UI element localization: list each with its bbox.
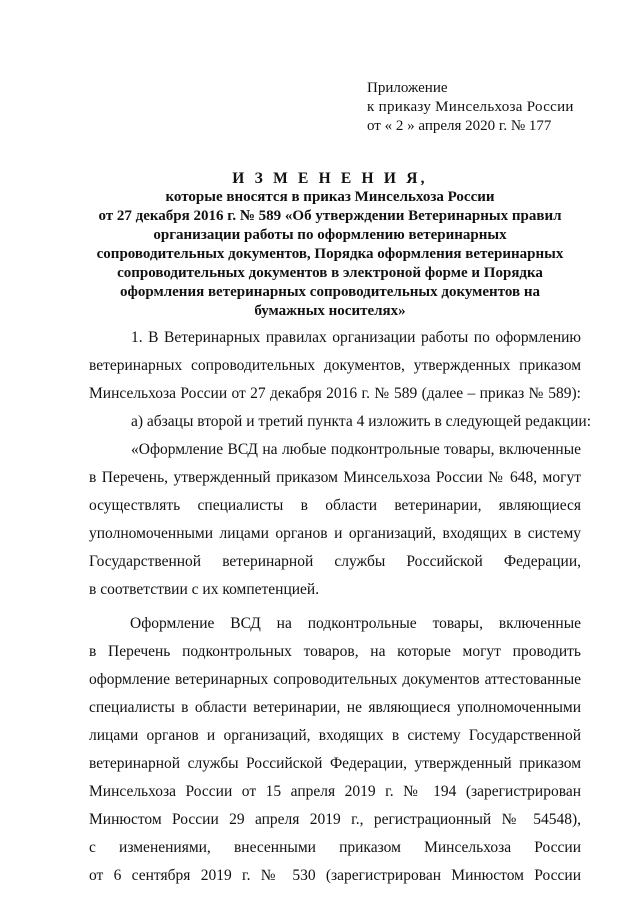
body-line: в Перечень, утвержденный приказом Минсельхоза России № 648, могут — [89, 469, 581, 486]
heading-line: которые вносятся в приказ Минсельхоза России — [165, 189, 495, 205]
body-line: Оформление ВСД на подконтрольные товары, включенные — [130, 615, 581, 632]
body-line: Минюстом России 29 апреля 2019 г., регистрационный № 54548), — [89, 811, 581, 828]
heading-line: сопроводительных документов, Порядка оформления ветеринарных — [96, 246, 564, 262]
body-line: лицами органов и организаций, входящих в систему Государственной — [89, 727, 581, 744]
body-line: Государственной ветеринарной службы Российской Федерации, — [89, 553, 581, 570]
approval-appendix-label: Приложение — [367, 80, 448, 96]
body-line: в соответствии с их компетенцией. — [89, 581, 320, 598]
body-line: специалисты в области ветеринарии, не являющиеся уполномоченными — [89, 699, 581, 716]
body-line: Минсельхоза России от 27 декабря 2016 г. № 589 (далее – приказ № 589): — [89, 385, 581, 402]
body-line: в Перечень подконтрольных товаров, на которые могут проводить — [89, 643, 581, 660]
body-line: от 6 сентября 2019 г. № 530 (зарегистрирован Минюстом России — [89, 867, 581, 884]
body-line: с изменениями, внесенными приказом Минсельхоза России — [89, 839, 581, 856]
body-line: а) абзацы второй и третий пункта 4 изложить в следующей редакции: — [131, 413, 592, 430]
heading-line: сопроводительных документов в электроной форме и Порядка — [117, 265, 543, 281]
body-line: Минсельхоза России от 15 апреля 2019 г. № 194 (зарегистрирован — [89, 783, 581, 800]
heading-line: оформления ветеринарных сопроводительных документов на — [120, 284, 540, 300]
heading-line: бумажных носителях» — [254, 303, 406, 319]
document-heading — [80, 169, 580, 321]
approval-order-reference: к приказу Минсельхоза России — [367, 99, 574, 115]
body-line: уполномоченными лицами органов и организаций, входящих в систему — [89, 525, 581, 542]
body-line: осуществлять специалисты в области ветеринарии, являющиеся — [89, 497, 581, 514]
document-body — [89, 324, 592, 890]
heading-line: от 27 декабря 2016 г. № 589 «Об утверждении Ветеринарных правил — [98, 208, 562, 224]
heading-title: И З М Е Н Е Н И Я, — [232, 170, 428, 187]
body-line: «Оформление ВСД на любые подконтрольные товары, включенные — [131, 441, 581, 458]
approval-order-date: от « 2 » апреля 2020 г. № 177 — [367, 118, 552, 134]
heading-line: организации работы по оформлению ветеринарных — [153, 227, 507, 243]
approval-block — [367, 79, 617, 136]
body-line: ветеринарных сопроводительных документов, утвержденных приказом — [89, 357, 581, 374]
body-line: 1. В Ветеринарных правилах организации работы по оформлению — [131, 329, 581, 346]
body-line: ветеринарной службы Российской Федерации, утвержденный приказом — [89, 755, 581, 772]
body-line: оформление ветеринарных сопроводительных документов аттестованные — [89, 671, 581, 688]
